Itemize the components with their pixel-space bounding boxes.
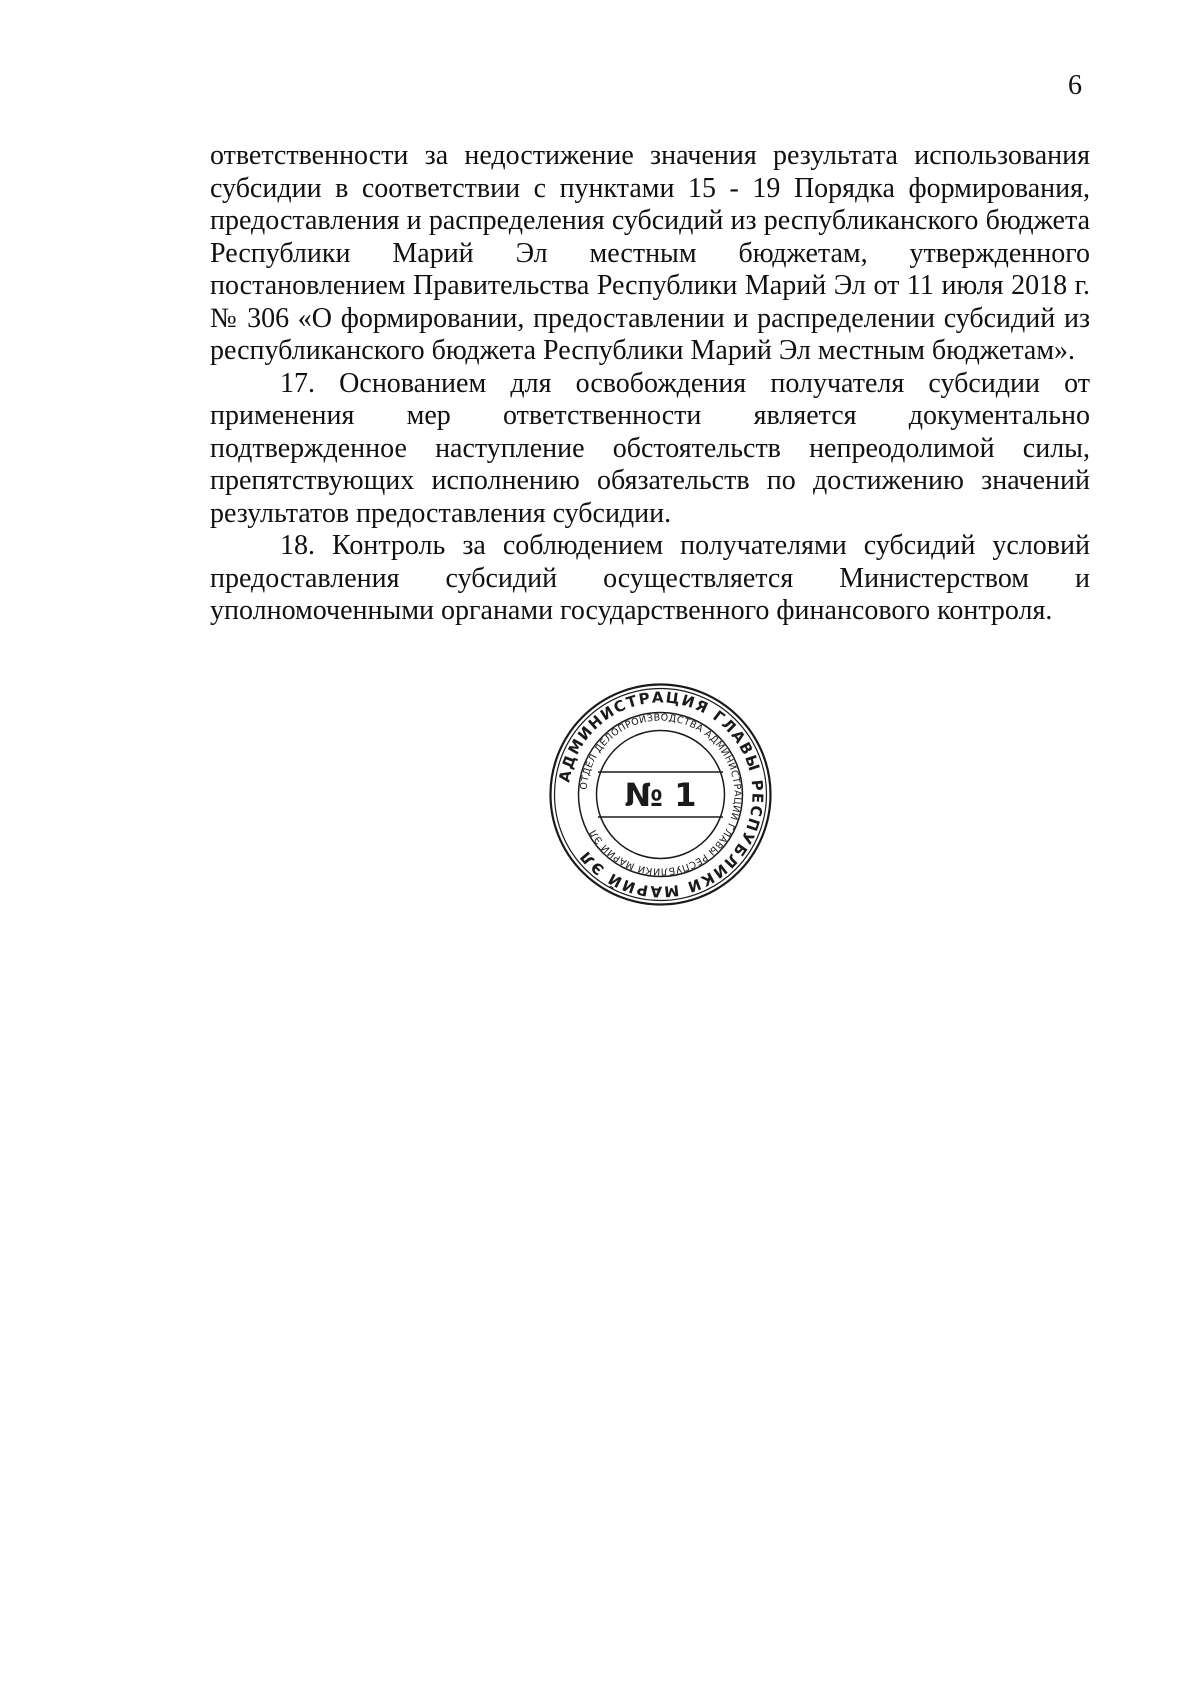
page-number: 6 bbox=[1068, 70, 1082, 101]
seal-center-number: № 1 bbox=[624, 776, 697, 814]
official-seal bbox=[548, 682, 773, 907]
paragraph-continuation: ответственности за недостижение значения результата использования субсидии в соответствии с пунктами 15 - 19 Порядка формирования, предоставления и распределения субсидий из республиканского бюджета Республики Марий Эл местным бюджетам, утвержденного постановлением Правительства Республики Марий Эл от 11 июля 2018 г. № 306 «О формировании, предоставлении и распределении субсидий из республиканского бюджета Республики Марий Эл местным бюджетам». bbox=[210, 140, 1090, 366]
paragraph-item-17: 17. Основанием для освобождения получателя субсидии от применения мер ответственности является документально подтвержденное наступление обстоятельств непреодолимой силы, препятствующих исполнению обязательств по достижению значений результатов предоставления субсидии. bbox=[210, 367, 1090, 529]
paragraph-item-18: 18. Контроль за соблюдением получателями субсидий условий предоставления субсидий осуществляется Министерством и уполномоченными органами государственного финансового контроля. bbox=[210, 530, 1090, 626]
seal-inner-text: ОТДЕЛ ДЕЛОПРОИЗВОДСТВА АДМИНИСТРАЦИИ ГЛАВЫ РЕСПУБЛИКИ МАРИЙ ЭЛ bbox=[578, 712, 743, 877]
document-body bbox=[210, 140, 1090, 628]
seal-graphic bbox=[548, 682, 773, 907]
seal-outer-text: АДМИНИСТРАЦИЯ ГЛАВЫ РЕСПУБЛИКИ МАРИЙ ЭЛ bbox=[555, 688, 767, 901]
